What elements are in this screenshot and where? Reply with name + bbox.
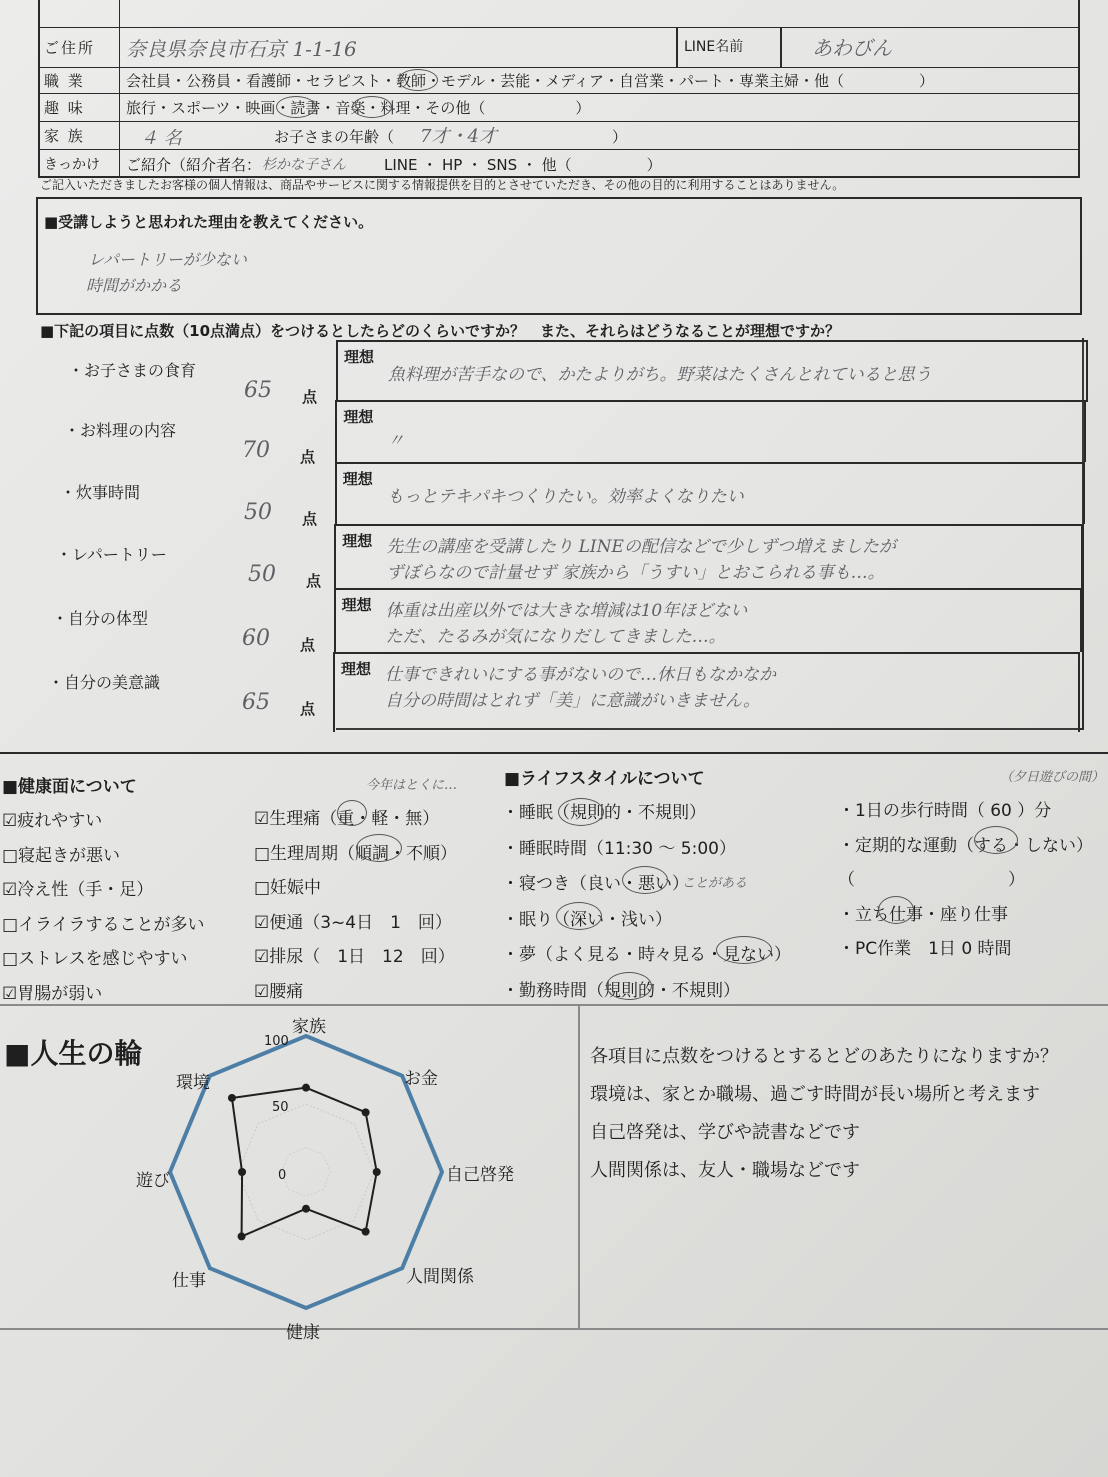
ideal-text-1: 先生の講座を受講したり LINEの配信などで少しずつ増えましたが — [386, 537, 896, 557]
ideal-text-1: もっとテキパキつくりたい。効率よくなりたい — [386, 487, 744, 507]
score-item-label: ・お子さまの食育 — [68, 361, 197, 380]
life-wheel-title: ■人生の輪 — [4, 1037, 143, 1070]
mark-standing-work — [878, 896, 914, 924]
address-label: ご住所 — [40, 28, 120, 67]
ideal-box — [335, 462, 1085, 524]
checklist-item: （ ） — [838, 870, 1025, 890]
hobby-row — [40, 94, 1078, 122]
checklist-item: ・1日の歩行時間（ 60 ）分 — [838, 801, 1052, 821]
ideal-text-1: 体重は出産以外では大きな増減は10年ほどない — [385, 601, 748, 621]
wheel-category-label: 環境 — [176, 1073, 210, 1093]
ideal-text-1: 魚料理が苦手なので、かたよりがち。野菜はたくさんとれていると思う — [388, 365, 932, 385]
hobby-circle-mark-music — [352, 96, 392, 118]
hobby-label: 趣 味 — [40, 94, 120, 121]
checklist-item: □ストレスを感じやすい — [2, 949, 188, 969]
score-value: 60 — [242, 626, 270, 651]
score-item-label: ・お料理の内容 — [64, 421, 177, 440]
address-row — [40, 28, 1078, 68]
checklist-item: ☑胃腸が弱い — [2, 983, 103, 1004]
score-unit: 点 — [302, 388, 318, 406]
checklist-item: ☑冷え性（手・足） — [2, 880, 154, 900]
wheel-score-point-人間関係 — [362, 1228, 370, 1236]
occupation-row — [40, 68, 1078, 94]
wheel-score-point-環境 — [228, 1094, 236, 1102]
score-item-label: ・自分の美意識 — [48, 673, 161, 692]
wheel-category-label: お金 — [404, 1069, 438, 1089]
ideal-box — [334, 524, 1083, 588]
wheel-category-label: 人間関係 — [406, 1267, 474, 1287]
family-row — [40, 122, 1078, 150]
reason-box — [36, 197, 1082, 315]
checklist-item: □寝起きが悪い — [2, 845, 121, 866]
wheel-score-point-自己啓発 — [373, 1168, 381, 1176]
score-unit: 点 — [302, 510, 318, 528]
wheel-description-line: 環境は、家とか職場、過ごす時間が長い場所と考えます — [590, 1084, 1040, 1105]
occupation-label: 職 業 — [40, 68, 120, 93]
mark-deep-sleep — [556, 902, 602, 930]
trigger-referrer: 杉かな子さん — [262, 157, 346, 173]
score-unit: 点 — [306, 572, 322, 590]
score-value: 70 — [242, 438, 270, 463]
checklist-item: ・寝つき（良い・悪い） — [502, 874, 689, 894]
ideal-label: 理想 — [344, 348, 375, 366]
children-age-label: お子さまの年齢（ — [274, 128, 395, 146]
trigger-value: ご紹介（紹介者名： — [126, 155, 262, 174]
checklist-item: ☑疲れやすい — [2, 811, 103, 831]
score-item-label: ・炊事時間 — [60, 483, 141, 502]
checklist-item: ・PC作業 1日 0 時間 — [838, 939, 1012, 959]
score-value: 65 — [244, 378, 272, 403]
ideal-label: 理想 — [343, 408, 374, 426]
checklist-item: ☑生理痛（重・軽・無） — [254, 809, 440, 829]
trigger-label: きっかけ — [40, 150, 120, 178]
wheel-vertical-divider — [578, 1006, 580, 1328]
checklist-item: ・立ち仕事・座り仕事 — [838, 904, 1008, 925]
lifestyle-sleep-note: ことがある — [682, 876, 748, 891]
checklist-item: □妊娠中 — [254, 878, 322, 898]
checklist-item: □生理周期（順調・不順） — [254, 843, 458, 864]
family-label: 家 族 — [40, 122, 120, 149]
trigger-options: LINE ・ HP ・ SNS ・ 他（ ） — [384, 156, 662, 174]
score-value: 50 — [244, 500, 272, 525]
mark-regular-cycle — [356, 834, 402, 862]
privacy-note: ご記入いただきましたお客様の個人情報は、商品やサービスに関する情報提供を目的とさせていただき、その他の目的に利用することはありません。 — [40, 178, 845, 192]
checklist-item: ・勤務時間（規則的・不規則） — [502, 980, 740, 1001]
ideal-text-2: ただ、たるみが気になりだしてきました…。 — [385, 627, 726, 647]
ideal-box — [333, 652, 1080, 732]
occupation-circle-mark — [398, 69, 438, 91]
ideal-label: 理想 — [342, 532, 373, 550]
checklist-item: □イライラすることが多い — [2, 914, 205, 935]
wheel-category-label: 健康 — [286, 1323, 320, 1343]
score-value: 65 — [242, 690, 270, 715]
ideal-text-2: ずぼらなので計量せず 家族から「うすい」とおこられる事も…。 — [386, 563, 885, 583]
wheel-tick-label: 50 — [272, 1100, 289, 1115]
score-item-label: ・レパートリー — [56, 545, 167, 564]
score-unit: 点 — [300, 700, 316, 718]
name-label-cell — [40, 0, 120, 27]
children-age-close: ） — [612, 128, 628, 146]
wheel-score-point-仕事 — [238, 1232, 246, 1240]
ideal-text-1: 〃 — [387, 431, 405, 451]
wheel-category-label: 自己啓発 — [446, 1165, 514, 1185]
address-divider — [676, 28, 678, 67]
mark-no-dream — [716, 936, 772, 964]
mark-sleep-regular — [558, 798, 604, 826]
ideal-label: 理想 — [341, 660, 372, 678]
reason-question: ■受講しようと思われた理由を教えてください。 — [44, 213, 374, 231]
reason-answer-2: 時間がかかる — [86, 276, 183, 295]
ideal-box — [336, 340, 1088, 402]
wheel-tick-label: 0 — [278, 1168, 287, 1183]
hobby-value: 旅行・スポーツ・映画・読書・音楽・料理・その他（ ） — [126, 99, 591, 117]
health-section-divider — [0, 752, 1108, 754]
mark-sleep-onset-bad — [622, 866, 668, 894]
ideal-text-2: 自分の時間はとれず「美」に意識がいきません。 — [385, 691, 761, 711]
family-count: ４ 名 — [140, 128, 182, 149]
health-title: ■健康面について — [2, 777, 137, 797]
ideal-box — [334, 588, 1082, 652]
score-unit: 点 — [300, 448, 316, 466]
wheel-score-point-お金 — [362, 1108, 370, 1116]
lifestyle-title: ■ライフスタイルについて — [504, 769, 705, 789]
score-value: 50 — [248, 562, 276, 587]
ideal-label: 理想 — [342, 470, 373, 488]
wheel-description-line: 人間関係は、友人・職場などです — [590, 1160, 860, 1181]
line-name-value: あわびん — [812, 36, 892, 60]
score-unit: 点 — [300, 636, 316, 654]
line-divider — [780, 28, 782, 67]
wheel-mid-ring — [238, 1104, 374, 1240]
wheel-score-point-遊び — [238, 1168, 246, 1176]
health-handwritten-note: 今年はとくに… — [366, 778, 458, 793]
ideal-text-1: 仕事できれいにする事がないので…休日もなかなか — [385, 665, 776, 685]
hobby-circle-mark-movie — [276, 96, 316, 118]
customer-info-table — [38, 0, 1080, 178]
wheel-inner-ring — [282, 1148, 331, 1197]
checklist-item: ・睡眠（規則的・不規則） — [502, 803, 706, 823]
children-age-value: 7才・4才 — [420, 126, 497, 147]
score-item-label: ・自分の体型 — [52, 609, 149, 628]
wheel-description-line: 自己啓発は、学びや読書などです — [590, 1122, 860, 1143]
wheel-score-point-健康 — [302, 1205, 310, 1213]
wheel-score-line — [232, 1088, 377, 1237]
occupation-value: 会社員・公務員・看護師・セラピスト・教師・モデル・芸能・メディア・自営業・パート・専業主婦・他（ ） — [126, 72, 935, 90]
checklist-item: ・夢（よく見る・時々見る・見ない） — [502, 945, 791, 965]
reason-answer-1: レパートリーが少ない — [88, 250, 247, 269]
wheel-category-label: 遊び — [136, 1171, 170, 1191]
checklist-item: ☑便通（3~4日 1 回） — [254, 912, 452, 933]
ideal-label: 理想 — [341, 596, 372, 614]
ideal-box — [335, 400, 1086, 462]
checklist-item: ・眠り（深い・浅い） — [502, 909, 672, 930]
checklist-item: ・定期的な運動（する・しない） — [838, 835, 1093, 856]
trigger-row — [40, 150, 1078, 178]
scores-question: ■下記の項目に点数（10点満点）をつけるとしたらどのくらいですか？ また、それらはどうなることが理想ですか？ — [40, 322, 841, 340]
wheel-category-label: 家族 — [292, 1017, 326, 1037]
mark-heavy — [337, 800, 367, 826]
mark-work-regular — [606, 972, 652, 1000]
line-name-label: LINE名前 — [684, 39, 744, 55]
wheel-description-line: 各項目に点数をつけるとするとどのあたりになりますか？ — [590, 1046, 1058, 1067]
mark-exercise-yes — [974, 826, 1018, 854]
checklist-item: ☑排尿（ 1日 12 回） — [254, 947, 455, 967]
wheel-outer-ring — [170, 1036, 442, 1308]
checklist-item: ☑腰痛 — [254, 981, 304, 1002]
checklist-item: ・睡眠時間（11:30 〜 5:00） — [502, 838, 736, 859]
lifestyle-handwritten-note: （夕日遊びの間） — [1000, 770, 1105, 785]
address-value: 奈良県奈良市石京 1-1-16 — [126, 37, 357, 61]
name-row — [40, 0, 1078, 28]
wheel-score-point-家族 — [302, 1084, 310, 1092]
wheel-category-label: 仕事 — [172, 1271, 206, 1291]
wheel-tick-label: 100 — [264, 1034, 289, 1049]
